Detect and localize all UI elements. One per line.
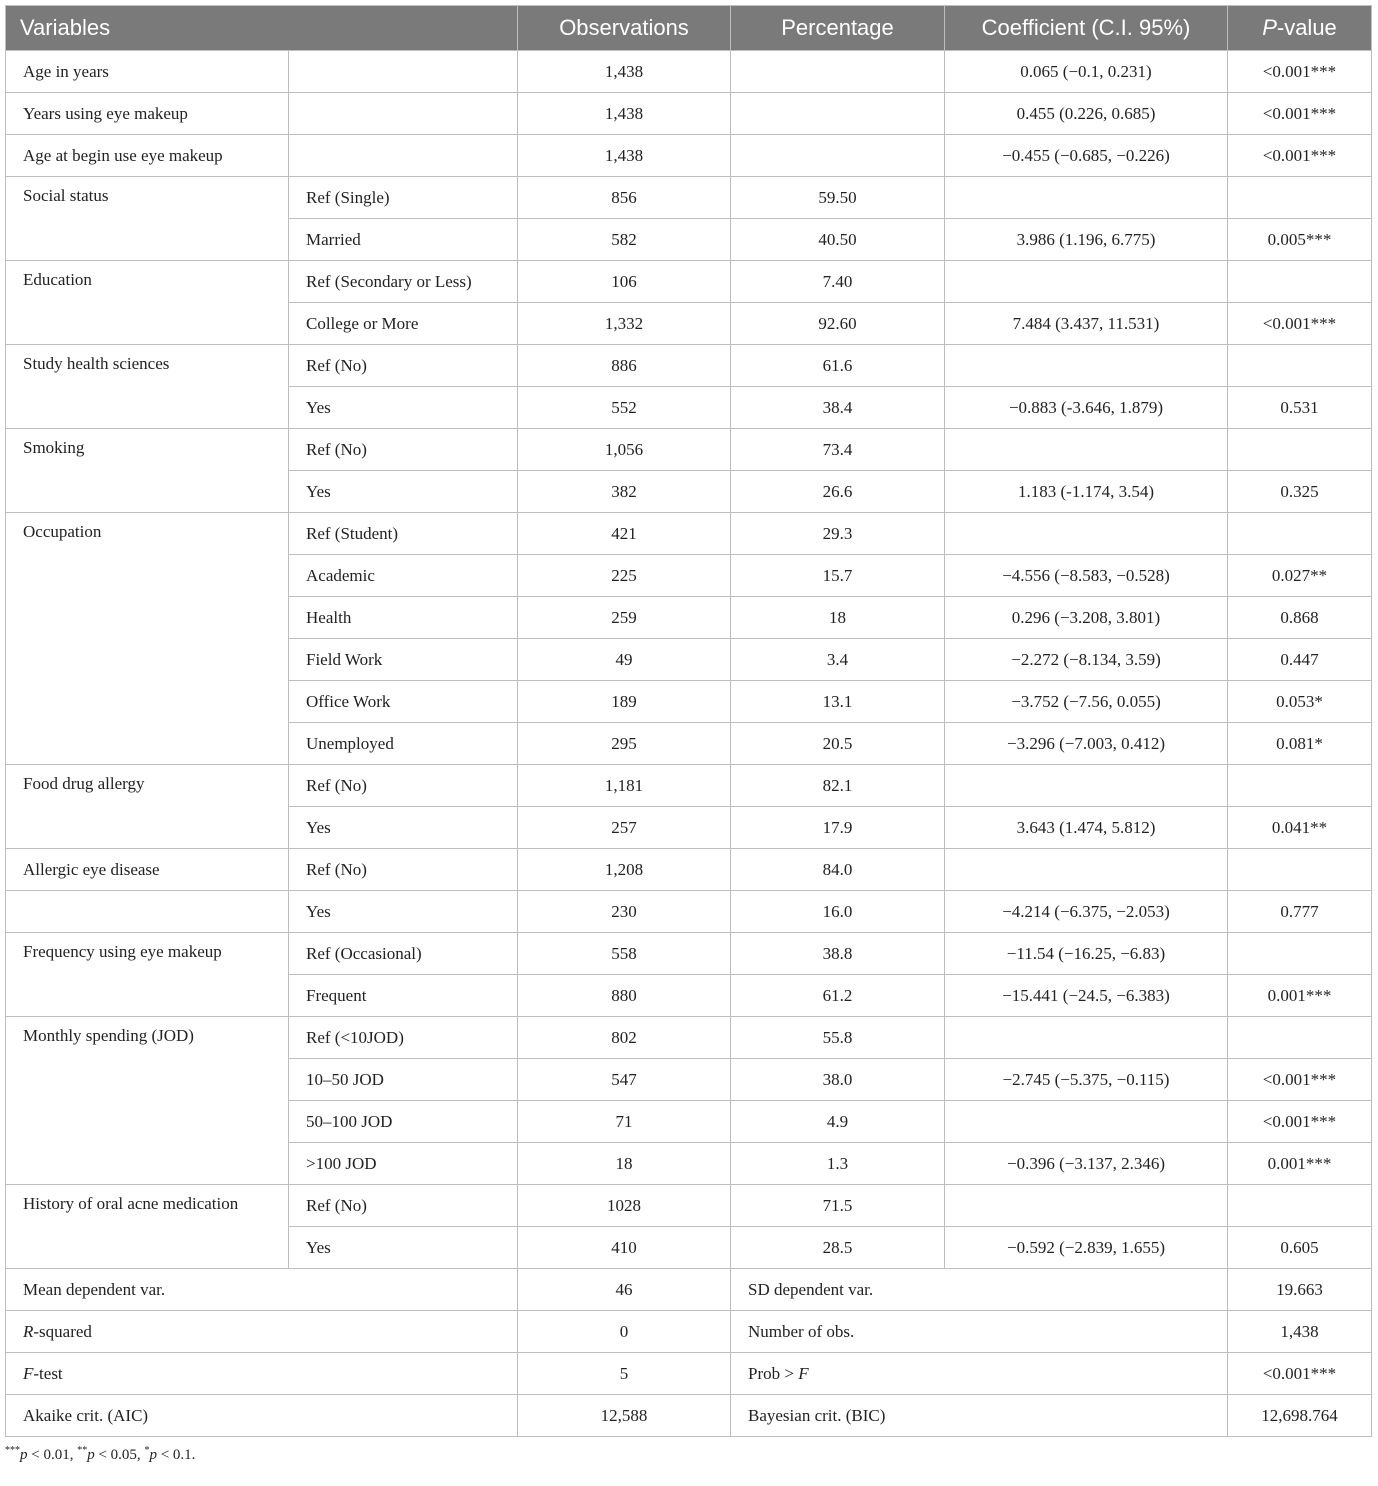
stat-value-cell: 12,588 <box>518 1395 731 1437</box>
table-row <box>6 93 1372 135</box>
percentage-cell: 17.9 <box>731 807 945 849</box>
variable-name-cell: Age in years <box>6 51 289 93</box>
category-cell: Ref (Single) <box>289 177 518 219</box>
coefficient-cell <box>945 429 1228 471</box>
percentage-cell: 92.60 <box>731 303 945 345</box>
header-pvalue-p: P <box>1262 15 1277 40</box>
category-cell: Field Work <box>289 639 518 681</box>
category-cell: Ref (No) <box>289 345 518 387</box>
percentage-cell <box>731 51 945 93</box>
category-cell <box>289 135 518 177</box>
observations-cell: 259 <box>518 597 731 639</box>
coefficient-cell <box>945 849 1228 891</box>
observations-cell: 856 <box>518 177 731 219</box>
stat-label2-cell: Number of obs. <box>731 1311 1228 1353</box>
pvalue-cell: 0.001*** <box>1228 1143 1372 1185</box>
table-row <box>6 135 1372 177</box>
coefficient-cell: 0.455 (0.226, 0.685) <box>945 93 1228 135</box>
category-cell: Academic <box>289 555 518 597</box>
pvalue-cell <box>1228 1017 1372 1059</box>
coefficient-cell <box>945 1101 1228 1143</box>
stat-value-cell: 5 <box>518 1353 731 1395</box>
header-row <box>6 6 1372 51</box>
variable-name-cell: Education <box>6 261 289 345</box>
category-cell: Ref (No) <box>289 429 518 471</box>
category-cell: 50–100 JOD <box>289 1101 518 1143</box>
percentage-cell: 3.4 <box>731 639 945 681</box>
stat-value-cell: 0 <box>518 1311 731 1353</box>
percentage-cell <box>731 135 945 177</box>
category-cell: Ref (Occasional) <box>289 933 518 975</box>
header-observations: Observations <box>518 6 731 51</box>
pvalue-cell: 0.081* <box>1228 723 1372 765</box>
percentage-cell: 15.7 <box>731 555 945 597</box>
category-cell: Ref (Secondary or Less) <box>289 261 518 303</box>
coefficient-cell: −0.592 (−2.839, 1.655) <box>945 1227 1228 1269</box>
observations-cell: 49 <box>518 639 731 681</box>
percentage-cell: 55.8 <box>731 1017 945 1059</box>
observations-cell: 1,208 <box>518 849 731 891</box>
pvalue-cell: 0.531 <box>1228 387 1372 429</box>
coefficient-cell: −11.54 (−16.25, −6.83) <box>945 933 1228 975</box>
variable-name-cell: Occupation <box>6 513 289 765</box>
variable-name-cell: Frequency using eye makeup <box>6 933 289 1017</box>
stat-label2-cell: Prob > F <box>731 1353 1228 1395</box>
observations-cell: 1,332 <box>518 303 731 345</box>
coefficient-cell <box>945 261 1228 303</box>
pvalue-cell: 0.325 <box>1228 471 1372 513</box>
coefficient-cell <box>945 177 1228 219</box>
coefficient-cell: −0.396 (−3.137, 2.346) <box>945 1143 1228 1185</box>
category-cell: Yes <box>289 891 518 933</box>
category-cell <box>289 51 518 93</box>
coefficient-cell: 7.484 (3.437, 11.531) <box>945 303 1228 345</box>
pvalue-cell: 0.027** <box>1228 555 1372 597</box>
observations-cell: 558 <box>518 933 731 975</box>
percentage-cell: 38.4 <box>731 387 945 429</box>
category-cell: Health <box>289 597 518 639</box>
category-cell: Ref (<10JOD) <box>289 1017 518 1059</box>
stat-value2-cell: 19.663 <box>1228 1269 1372 1311</box>
observations-cell: 880 <box>518 975 731 1017</box>
coefficient-cell: −4.214 (−6.375, −2.053) <box>945 891 1228 933</box>
observations-cell: 410 <box>518 1227 731 1269</box>
stat-value2-cell: 12,698.764 <box>1228 1395 1372 1437</box>
pvalue-cell <box>1228 1185 1372 1227</box>
percentage-cell: 29.3 <box>731 513 945 555</box>
category-cell: Office Work <box>289 681 518 723</box>
coefficient-cell: −2.745 (−5.375, −0.115) <box>945 1059 1228 1101</box>
percentage-cell: 71.5 <box>731 1185 945 1227</box>
observations-cell: 230 <box>518 891 731 933</box>
table-row <box>6 429 1372 471</box>
observations-cell: 552 <box>518 387 731 429</box>
header-pvalue-rest: -value <box>1276 15 1337 40</box>
category-cell: Yes <box>289 807 518 849</box>
category-cell: Ref (No) <box>289 765 518 807</box>
category-cell <box>289 93 518 135</box>
category-cell: Yes <box>289 387 518 429</box>
observations-cell: 802 <box>518 1017 731 1059</box>
percentage-cell: 59.50 <box>731 177 945 219</box>
pvalue-cell <box>1228 933 1372 975</box>
table-row <box>6 1185 1372 1227</box>
table-row <box>6 177 1372 219</box>
variable-name-cell: Allergic eye disease <box>6 849 289 891</box>
table-row <box>6 933 1372 975</box>
regression-table <box>5 5 1372 1437</box>
percentage-cell <box>731 93 945 135</box>
category-cell: Married <box>289 219 518 261</box>
observations-cell: 582 <box>518 219 731 261</box>
stat-label2-cell: Bayesian crit. (BIC) <box>731 1395 1228 1437</box>
coefficient-cell <box>945 513 1228 555</box>
category-cell: Unemployed <box>289 723 518 765</box>
percentage-cell: 82.1 <box>731 765 945 807</box>
category-cell: Ref (Student) <box>289 513 518 555</box>
observations-cell: 225 <box>518 555 731 597</box>
stats-row <box>6 1311 1372 1353</box>
header-variables: Variables <box>6 6 518 51</box>
percentage-cell: 61.6 <box>731 345 945 387</box>
percentage-cell: 26.6 <box>731 471 945 513</box>
pvalue-cell <box>1228 261 1372 303</box>
percentage-cell: 84.0 <box>731 849 945 891</box>
regression-table-container <box>5 5 1371 1464</box>
coefficient-cell: −0.455 (−0.685, −0.226) <box>945 135 1228 177</box>
percentage-cell: 38.0 <box>731 1059 945 1101</box>
header-percentage: Percentage <box>731 6 945 51</box>
pvalue-cell: 0.868 <box>1228 597 1372 639</box>
variable-name-cell: Social status <box>6 177 289 261</box>
variable-name-cell: Food drug allergy <box>6 765 289 849</box>
percentage-cell: 38.8 <box>731 933 945 975</box>
table-body <box>6 51 1372 1437</box>
pvalue-cell <box>1228 177 1372 219</box>
pvalue-cell: 0.005*** <box>1228 219 1372 261</box>
pvalue-cell: <0.001*** <box>1228 135 1372 177</box>
variable-name-cell: Smoking <box>6 429 289 513</box>
variable-name-cell <box>6 891 289 933</box>
footnote: ***p < 0.01, **p < 0.05, *p < 0.1. <box>5 1445 196 1463</box>
pvalue-cell <box>1228 513 1372 555</box>
header-pvalue <box>1228 6 1372 51</box>
observations-cell: 1028 <box>518 1185 731 1227</box>
table-row <box>6 345 1372 387</box>
variable-name-cell: History of oral acne medication <box>6 1185 289 1269</box>
percentage-cell: 20.5 <box>731 723 945 765</box>
coefficient-cell: −2.272 (−8.134, 3.59) <box>945 639 1228 681</box>
variable-name-cell: Study health sciences <box>6 345 289 429</box>
pvalue-cell: <0.001*** <box>1228 1101 1372 1143</box>
observations-cell: 382 <box>518 471 731 513</box>
variable-name-cell: Years using eye makeup <box>6 93 289 135</box>
percentage-cell: 13.1 <box>731 681 945 723</box>
stat-label2-cell: SD dependent var. <box>731 1269 1228 1311</box>
observations-cell: 106 <box>518 261 731 303</box>
percentage-cell: 16.0 <box>731 891 945 933</box>
coefficient-cell: 3.643 (1.474, 5.812) <box>945 807 1228 849</box>
stat-label-cell: F-test <box>6 1353 518 1395</box>
coefficient-cell: −4.556 (−8.583, −0.528) <box>945 555 1228 597</box>
pvalue-cell: <0.001*** <box>1228 93 1372 135</box>
pvalue-cell: 0.777 <box>1228 891 1372 933</box>
category-cell: Frequent <box>289 975 518 1017</box>
observations-cell: 886 <box>518 345 731 387</box>
table-row <box>6 891 1372 933</box>
pvalue-cell <box>1228 345 1372 387</box>
percentage-cell: 61.2 <box>731 975 945 1017</box>
observations-cell: 1,438 <box>518 93 731 135</box>
table-row <box>6 849 1372 891</box>
category-cell: Yes <box>289 471 518 513</box>
observations-cell: 1,181 <box>518 765 731 807</box>
percentage-cell: 28.5 <box>731 1227 945 1269</box>
stat-value2-cell: <0.001*** <box>1228 1353 1372 1395</box>
observations-cell: 1,056 <box>518 429 731 471</box>
observations-cell: 189 <box>518 681 731 723</box>
observations-cell: 421 <box>518 513 731 555</box>
pvalue-cell: 0.041** <box>1228 807 1372 849</box>
coefficient-cell <box>945 765 1228 807</box>
category-cell: College or More <box>289 303 518 345</box>
category-cell: 10–50 JOD <box>289 1059 518 1101</box>
pvalue-cell: 0.053* <box>1228 681 1372 723</box>
stat-label-cell: Akaike crit. (AIC) <box>6 1395 518 1437</box>
percentage-cell: 7.40 <box>731 261 945 303</box>
pvalue-cell: 0.001*** <box>1228 975 1372 1017</box>
observations-cell: 1,438 <box>518 51 731 93</box>
observations-cell: 1,438 <box>518 135 731 177</box>
coefficient-cell: 3.986 (1.196, 6.775) <box>945 219 1228 261</box>
coefficient-cell: 0.065 (−0.1, 0.231) <box>945 51 1228 93</box>
observations-cell: 71 <box>518 1101 731 1143</box>
coefficient-cell: −3.752 (−7.56, 0.055) <box>945 681 1228 723</box>
coefficient-cell: −3.296 (−7.003, 0.412) <box>945 723 1228 765</box>
percentage-cell: 18 <box>731 597 945 639</box>
pvalue-cell: <0.001*** <box>1228 303 1372 345</box>
pvalue-cell: 0.447 <box>1228 639 1372 681</box>
pvalue-cell <box>1228 429 1372 471</box>
variable-name-cell: Monthly spending (JOD) <box>6 1017 289 1185</box>
stats-row <box>6 1395 1372 1437</box>
pvalue-cell: <0.001*** <box>1228 1059 1372 1101</box>
observations-cell: 18 <box>518 1143 731 1185</box>
percentage-cell: 1.3 <box>731 1143 945 1185</box>
percentage-cell: 73.4 <box>731 429 945 471</box>
coefficient-cell <box>945 1017 1228 1059</box>
pvalue-cell <box>1228 765 1372 807</box>
coefficient-cell: −15.441 (−24.5, −6.383) <box>945 975 1228 1017</box>
observations-cell: 257 <box>518 807 731 849</box>
stats-row <box>6 1269 1372 1311</box>
coefficient-cell <box>945 1185 1228 1227</box>
table-row <box>6 513 1372 555</box>
header-coefficient: Coefficient (C.I. 95%) <box>945 6 1228 51</box>
stat-label-cell: Mean dependent var. <box>6 1269 518 1311</box>
table-row <box>6 261 1372 303</box>
variable-name-cell: Age at begin use eye makeup <box>6 135 289 177</box>
percentage-cell: 4.9 <box>731 1101 945 1143</box>
coefficient-cell <box>945 345 1228 387</box>
observations-cell: 547 <box>518 1059 731 1101</box>
category-cell: >100 JOD <box>289 1143 518 1185</box>
stat-value2-cell: 1,438 <box>1228 1311 1372 1353</box>
table-row <box>6 1017 1372 1059</box>
pvalue-cell: 0.605 <box>1228 1227 1372 1269</box>
pvalue-cell: <0.001*** <box>1228 51 1372 93</box>
stats-row <box>6 1353 1372 1395</box>
stat-value-cell: 46 <box>518 1269 731 1311</box>
category-cell: Yes <box>289 1227 518 1269</box>
pvalue-cell <box>1228 849 1372 891</box>
table-row <box>6 765 1372 807</box>
category-cell: Ref (No) <box>289 849 518 891</box>
observations-cell: 295 <box>518 723 731 765</box>
table-row <box>6 51 1372 93</box>
coefficient-cell: 0.296 (−3.208, 3.801) <box>945 597 1228 639</box>
coefficient-cell: −0.883 (-3.646, 1.879) <box>945 387 1228 429</box>
category-cell: Ref (No) <box>289 1185 518 1227</box>
stat-label-cell: R-squared <box>6 1311 518 1353</box>
percentage-cell: 40.50 <box>731 219 945 261</box>
coefficient-cell: 1.183 (-1.174, 3.54) <box>945 471 1228 513</box>
